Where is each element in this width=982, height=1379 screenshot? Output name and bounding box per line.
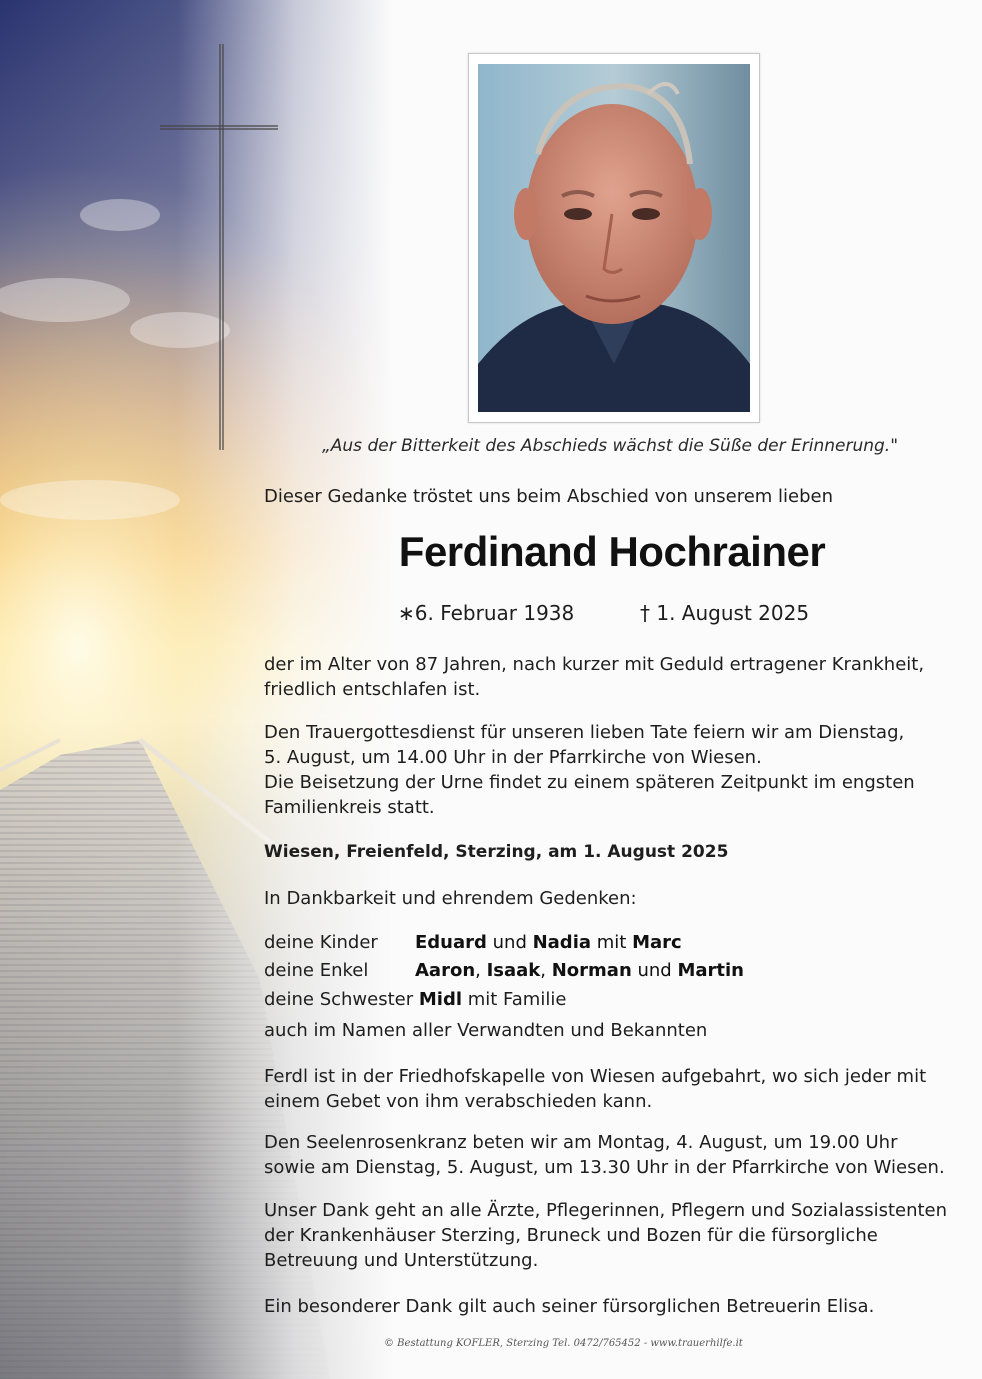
place-date: Wiesen, Freienfeld, Sterzing, am 1. August 2025 [264,842,729,862]
children-names [415,932,682,953]
deceased-name: Ferdinand Hochrainer [398,528,826,575]
sister-suffix: mit Familie [462,989,567,1010]
text-line: Familienkreis statt. [264,797,435,818]
text-line: sowie am Dienstag, 5. August, um 13.30 Uhr in der Pfarrkirche von Wiesen. [264,1157,945,1178]
grandchildren-label: deine Enkel [264,960,369,981]
text-line: friedlich entschlafen ist. [264,679,481,700]
rosary-paragraph [264,1130,964,1180]
child-name: Nadia [532,932,592,953]
grandchildren-names [415,960,744,981]
relatives-line: auch im Namen aller Verwandten und Bekannten [264,1020,708,1041]
connector: und [631,960,678,981]
sister-label: deine Schwester [264,989,419,1010]
portrait-photo [478,64,750,412]
grandchild-name: Isaak [486,960,541,981]
footer-credit: © Bestattung KOFLER, Sterzing Tel. 0472/765452 - www.trauerhilfe.it [384,1338,743,1349]
children-label: deine Kinder [264,932,378,953]
service-paragraph [264,720,954,820]
intro-text: Dieser Gedanke tröstet uns beim Abschied von unserem lieben [264,486,834,507]
age-paragraph [264,652,954,702]
text-line: der im Alter von 87 Jahren, nach kurzer mit Geduld ertragener Krankheit, [264,654,925,675]
grandchild-name: Aaron [415,960,476,981]
text-line: Betreuung und Unterstützung. [264,1250,539,1271]
birth-date: ∗6. Februar 1938 [398,601,575,625]
connector: , [540,960,552,981]
text-line: Den Seelenrosenkranz beten wir am Montag, 4. August, um 19.00 Uhr [264,1132,898,1153]
text-line: der Krankenhäuser Sterzing, Bruneck und Bozen für die fürsorgliche [264,1225,878,1246]
quote: „Aus der Bitterkeit des Abschieds wächst die Süße der Erinnerung." [321,436,899,456]
cross-icon [160,44,280,454]
text-line: Den Trauergottesdienst für unseren lieben Tate feiern wir am Dienstag, [264,722,905,743]
text-line: 5. August, um 14.00 Uhr in der Pfarrkirche von Wiesen. [264,747,762,768]
grandchild-name: Martin [677,960,744,981]
grandchild-name: Norman [551,960,632,981]
sister-line [264,989,566,1010]
connector: mit [591,932,633,953]
special-thanks: Ein besonderer Dank gilt auch seiner fürsorglichen Betreuerin Elisa. [264,1296,875,1317]
death-date: † 1. August 2025 [640,601,810,625]
thanks-paragraph [264,1198,964,1273]
child-name: Marc [632,932,682,953]
laid-out-paragraph [264,1064,964,1114]
sister-name: Midl [418,989,463,1010]
gratitude-line: In Dankbarkeit und ehrendem Gedenken: [264,888,637,909]
child-name: Eduard [415,932,487,953]
text-line: Ferdl ist in der Friedhofskapelle von Wiesen aufgebahrt, wo sich jeder mit [264,1066,927,1087]
portrait-frame [468,53,760,423]
text-line: einem Gebet von ihm verabschieden kann. [264,1091,653,1112]
text-line: Die Beisetzung der Urne findet zu einem späteren Zeitpunkt im engsten [264,772,915,793]
connector: und [486,932,533,953]
connector: , [475,960,487,981]
text-line: Unser Dank geht an alle Ärzte, Pflegerinnen, Pflegern und Sozialassistenten [264,1200,948,1221]
